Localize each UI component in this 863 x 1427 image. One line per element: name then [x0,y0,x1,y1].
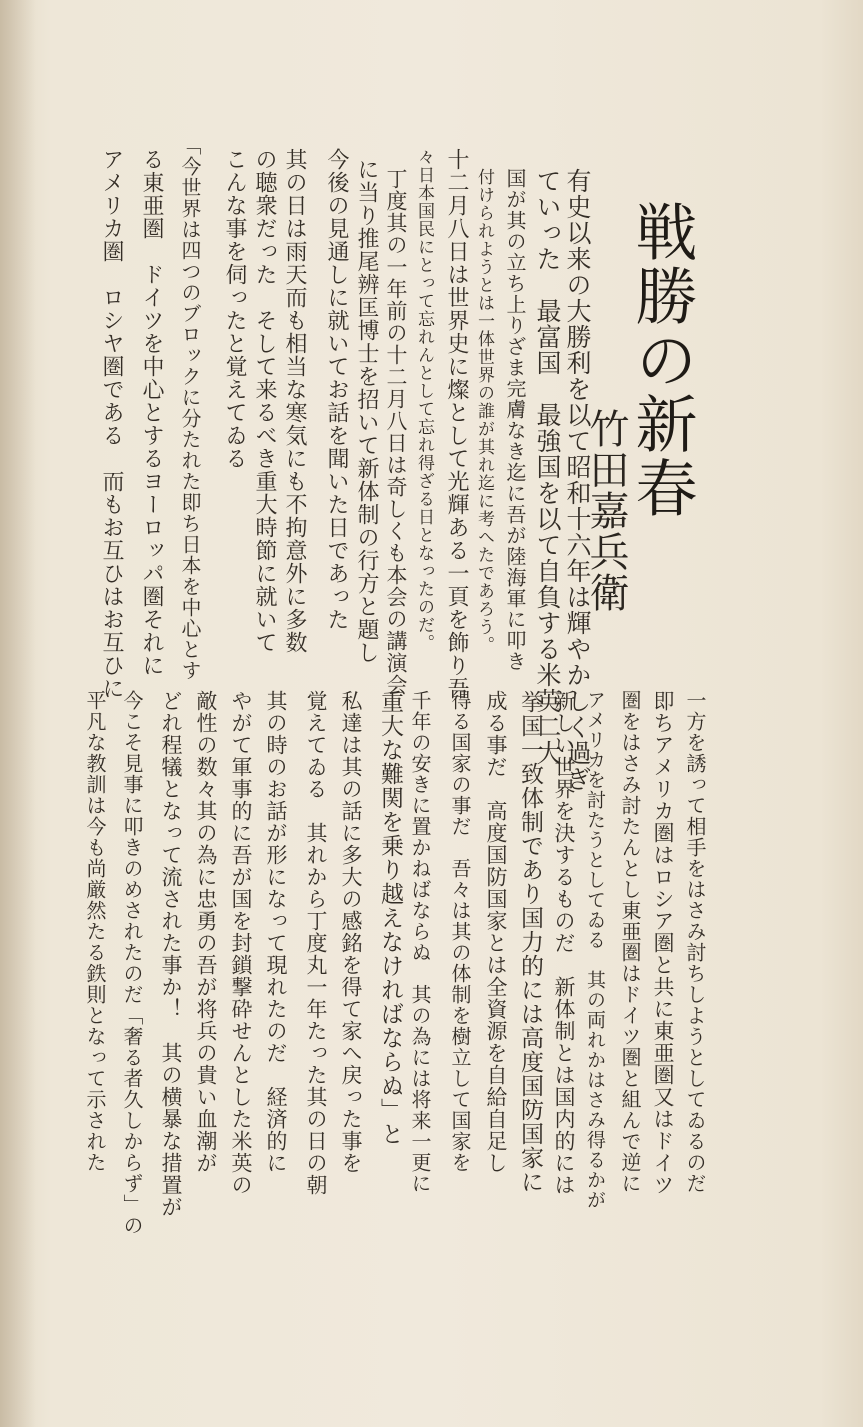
body-line: こんな事を伺ったと覚えてゐる [222,148,247,470]
body-line: 今こそ見事に叩きのめされたのだ「奢る者久しからず」の [120,690,144,1236]
page-fold-shadow [0,0,36,1427]
body-line: 新しい世界を決するものだ 新体制とは国内的には [552,690,576,1196]
body-line: 一方を誘って相手をはさみ討ちしようとしてゐるのだ [683,690,707,1194]
body-line: 国が其の立ち上りざま完膚なき迄に吾が陸海軍に叩き [503,168,527,672]
body-line: やがて軍事的に吾が国を封鎖撃砕せんとした米英の [229,690,253,1196]
body-line: 今後の見通しに就いてお話を聞いた日であった [324,148,349,631]
body-line: 十二月八日は世界史に燦として光輝ある一頁を飾り吾 [444,148,469,700]
body-line: 々日本国民にとって忘れんとして忘れ得ざる日となったのだ。 [414,148,434,652]
body-line: の聴衆だった そして来るべき重大時節に就いて [252,148,277,654]
body-line: 付けられようとは一体世界の誰が其れ迄に考へたであろう。 [474,168,494,654]
body-line: 有史以来の大勝利を以て昭和十六年は輝やかしく過ぎ [563,168,592,792]
body-line: 「今世界は四つのブロックに分たれた即ち日本を中心とす [178,135,202,681]
body-line: ていった 最富国 最強国を以て自負する米英二大 [533,168,562,766]
body-line: 得る国家の事だ 吾々は其の体制を樹立して国家を [448,690,472,1173]
body-line: に当り推尾辨匡博士を招いて新体制の行方と題し [354,158,379,664]
body-line: 千年の安きに置かねばならぬ 其の為には将来一更に [408,690,432,1194]
body-line: 重大な難関を乗り越えなければならぬ」と [377,690,403,1146]
body-line: 敵性の数々其の為に忠勇の吾が将兵の貴い血潮が [194,690,218,1174]
body-line: 平凡な教訓は今も尚厳然たる鉄則となって示された [83,690,107,1173]
body-line: 即ちアメリカ圏はロシア圏と共に東亜圏又はドイツ [651,690,675,1196]
body-line: 覚えてゐる 其れから丁度丸一年たった其の日の朝 [304,690,328,1196]
body-line: 圏をはさみ討たんとし東亜圏はドイツ圏と組んで逆に [618,690,642,1194]
body-line: 私達は其の話に多大の感銘を得て家へ戻った事を [339,690,363,1174]
article-author: 竹田嘉兵衛 [583,408,629,613]
article-title: 戦勝の新春 [625,200,698,520]
body-line: 丁度其の一年前の十二月八日は奇しくも本会の講演会 [384,168,408,696]
body-line: どれ程犠となって流された事か！ 其の横暴な措置が [159,690,183,1218]
body-line: 其の日は雨天而も相当な寒気にも不拘意外に多数 [282,148,307,654]
body-line: アメリカ圏 ロシヤ圏である 而もお互ひはお互ひに [99,148,124,700]
body-line: 挙国一致体制であり国力的には高度国防国家に [517,690,543,1194]
body-line: 成る事だ 高度国防国家とは全資源を自給自足し [484,690,508,1174]
body-line: る東亜圏 ドイツを中心とするヨーロッパ圏それに [139,148,164,677]
body-line: 其の時のお話が形になって現れたのだ 経済的に [264,690,288,1174]
body-line: アメリカを討たうとしてゐる 其の両れかはさみ得るかが [584,690,606,1210]
